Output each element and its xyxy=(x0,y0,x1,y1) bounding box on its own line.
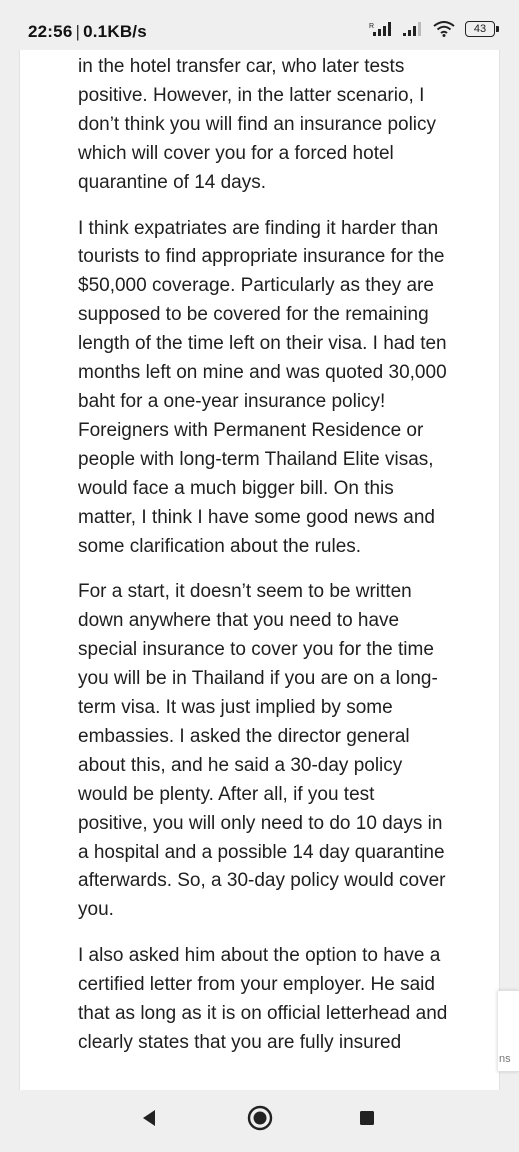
battery-icon: 43 xyxy=(465,21,495,37)
home-button[interactable] xyxy=(240,1100,280,1140)
navigation-bar xyxy=(0,1090,519,1152)
back-triangle-icon xyxy=(141,1109,159,1132)
recents-square-icon xyxy=(358,1109,376,1132)
home-circle-icon xyxy=(247,1105,273,1136)
status-icons xyxy=(369,21,495,37)
article-body xyxy=(78,53,448,1075)
status-left xyxy=(28,22,147,42)
wifi-icon xyxy=(433,21,455,37)
status-separator: | xyxy=(75,22,81,41)
article-content[interactable] xyxy=(19,50,500,1090)
signal-icon xyxy=(403,21,423,37)
svg-text:R: R xyxy=(369,23,375,30)
recents-button[interactable] xyxy=(347,1100,387,1140)
article-paragraph: in the hotel transfer car, who later tests positive. However, in the latter scenario, I don’t think you will find an insurance policy which will cover you for a forced hotel quarantine of 14 days. xyxy=(78,56,437,193)
clock-time: 22:56 xyxy=(28,22,73,41)
signal-r-icon xyxy=(369,21,393,37)
side-floating-widget[interactable] xyxy=(498,990,519,1072)
article-paragraph: For a start, it doesn’t seem to be written down anywhere that you need to have special insurance to cover you for the time you will be in Thailand if you are on a long-term visa. It was just implied by some embassies. I asked the director general about this, and he said a 30-day policy would be plenty. After all, if you test positive, you will only need to do 10 days in a hospital and a possible 14 day quarantine afterwards. So, a 30-day policy would cover you. xyxy=(78,581,446,921)
back-button[interactable] xyxy=(130,1100,170,1140)
article-paragraph: I think expatriates are finding it harder than tourists to find appropriate insurance for the $50,000 coverage. Particularly as they are supposed to be covered for the remaining length of the time left on their visa. I had ten months left on mine and was quoted 30,000 baht for a one-year insurance policy! Foreigners with Permanent Residence or people with long-term Thailand Elite visas, would face a much bigger bill. On this matter, I think I have some good news and some clarification about the rules. xyxy=(78,217,447,557)
side-widget-label: ns xyxy=(499,1053,511,1065)
network-speed: 0.1KB/s xyxy=(83,22,147,41)
status-bar xyxy=(0,0,519,50)
article-paragraph: I also asked him about the option to have a certified letter from your employer. He said that as long as it is on official letterhead and clearly states that you are fully insured xyxy=(78,945,448,1053)
